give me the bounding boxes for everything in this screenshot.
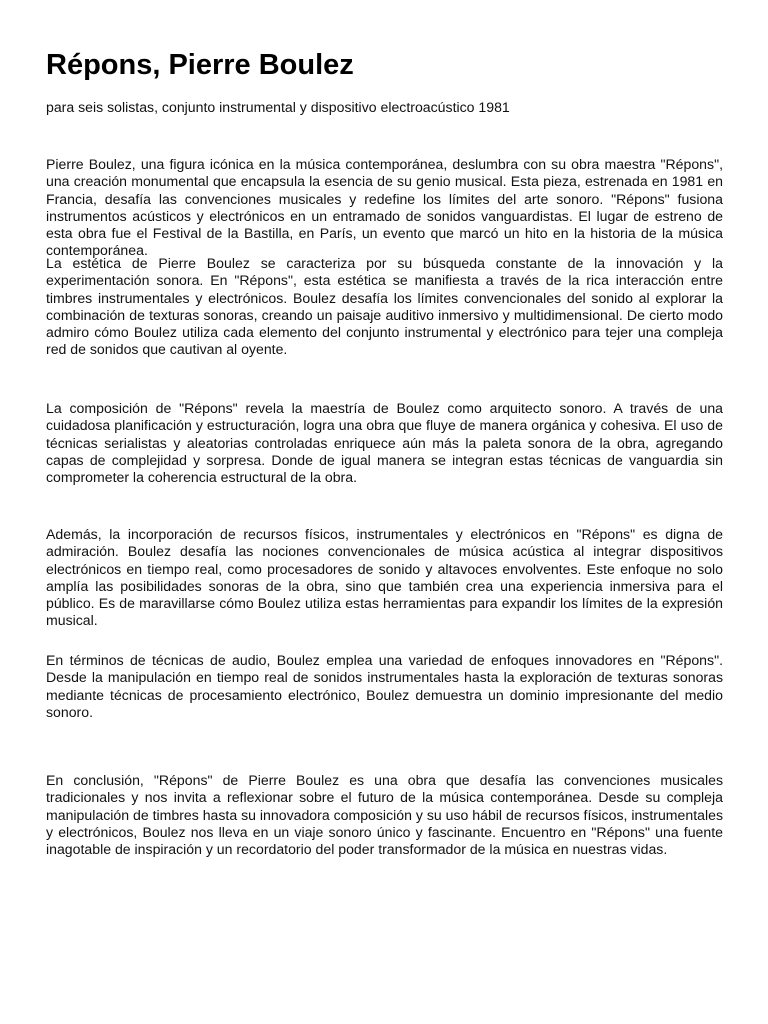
paragraph-introduction: Pierre Boulez, una figura icónica en la música contemporánea, deslumbra con su obra maestra "Répons", una creación monumental que encapsula la esencia de su genio musical. Esta pieza, estrenada en 1981 en Francia, desafía las convenciones musicales y redefine los límites del arte sonoro. "Répons" fusiona instrumentos acústicos y electrónicos en un entramado de sonidos vanguardistas. El lugar de estreno de esta obra fue el Festival de la Bastilla, en París, un evento que marcó un hito en la historia de la música contemporánea. <box>46 156 723 259</box>
paragraph-audio-techniques: En términos de técnicas de audio, Boulez emplea una variedad de enfoques innovadores en "Répons". Desde la manipulación en tiempo real de sonidos instrumentales hasta la exploración de texturas sonoras mediante técnicas de procesamiento electrónico, Boulez demuestra un dominio impresionante del medio sonoro. <box>46 652 723 720</box>
page-title: Répons, Pierre Boulez <box>46 49 354 81</box>
paragraph-resources: Además, la incorporación de recursos físicos, instrumentales y electrónicos en "Répons" es digna de admiración. Boulez desafía las nociones convencionales de música acústica al integrar dispositivos electrónicos en tiempo real, como procesadores de sonido y altavoces envolventes. Este enfoque no solo amplía las posibilidades sonoras de la obra, sino que también crea una experiencia inmersiva para el público. Es de maravillarse cómo Boulez utiliza estas herramientas para expandir los límites de la expresión musical. <box>46 526 723 629</box>
paragraph-aesthetics: La estética de Pierre Boulez se caracteriza por su búsqueda constante de la innovación y la experimentación sonora. En "Répons", esta estética se manifiesta a través de la rica interacción entre timbres instrumentales y electrónicos. Boulez desafía los límites convencionales del sonido al explorar la combinación de texturas sonoras, creando un paisaje auditivo inmersivo y multidimensional. De cierto modo admiro cómo Boulez utiliza cada elemento del conjunto instrumental y electrónico para tejer una compleja red de sonidos que cautivan al oyente. <box>46 255 723 358</box>
paragraph-conclusion: En conclusión, "Répons" de Pierre Boulez es una obra que desafía las convenciones musicales tradicionales y nos invita a reflexionar sobre el futuro de la música contemporánea. Desde su compleja manipulación de timbres hasta su innovadora composición y su uso hábil de recursos físicos, instrumentales y electrónicos, Boulez nos lleva en un viaje sonoro único y fascinante. Encuentro en "Répons" una fuente inagotable de inspiración y un recordatorio del poder transformador de la música en nuestras vidas. <box>46 772 723 858</box>
page-subtitle: para seis solistas, conjunto instrumental y dispositivo electroacústico 1981 <box>46 99 510 115</box>
paragraph-composition: La composición de "Répons" revela la maestría de Boulez como arquitecto sonoro. A través de una cuidadosa planificación y estructuración, logra una obra que fluye de manera orgánica y cohesiva. El uso de técnicas serialistas y aleatorias controladas enriquece aún más la paleta sonora de la obra, agregando capas de complejidad y sorpresa. Donde de igual manera se integran estas técnicas de vanguardia sin comprometer la coherencia estructural de la obra. <box>46 400 723 486</box>
